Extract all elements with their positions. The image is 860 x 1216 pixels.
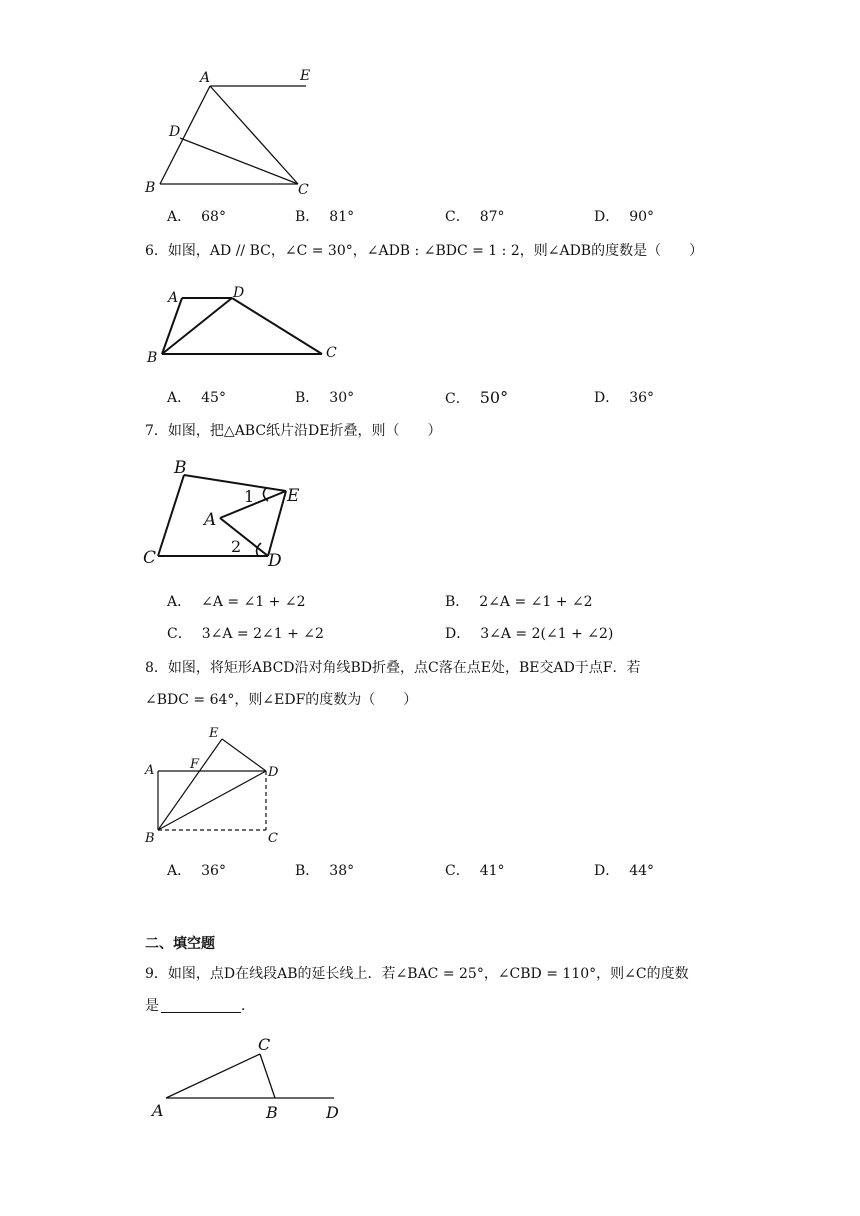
q7-text: 如图，把△ABC纸片沿DE折叠，则（ ） [167, 423, 442, 439]
q9-label-D: D [326, 1103, 339, 1122]
q6-figure [140, 282, 350, 367]
q7-label-B: B [174, 458, 187, 478]
q8-option-c-text: 41° [479, 863, 505, 879]
q6-label-B: B [147, 350, 158, 366]
q5-option-d [594, 207, 654, 227]
q6-label-A: A [168, 290, 179, 306]
q8-label-B: B [145, 831, 155, 846]
q6-label-D: D [233, 285, 245, 301]
q8-option-c [445, 861, 505, 881]
q8-text-1: 如图，将矩形ABCD沿对角线BD折叠，点C落在点E处，BE交AD于点F．若 [167, 660, 641, 676]
section-title-fill-in: 二、填空题 [145, 936, 215, 952]
q6-text: 如图，AD // BC，∠C = 30°，∠ADB : ∠BDC = 1 : 2，则∠ADB的度数是（ ） [167, 243, 704, 259]
q8-option-a [167, 861, 226, 881]
q8-option-d [594, 861, 654, 881]
q6-option-b-text: 30° [329, 390, 355, 406]
q5-option-c [445, 207, 505, 227]
q6-label-C: C [326, 345, 337, 361]
q5-option-b [295, 207, 354, 227]
q5-option-b-text: 81° [329, 209, 355, 225]
q6-option-d-label: D． [594, 390, 620, 406]
q9-answer-blank[interactable] [161, 998, 241, 1013]
q5-option-a [167, 207, 226, 227]
q8-stem-line2 [145, 690, 417, 710]
q8-option-c-label: C． [445, 863, 470, 879]
q5-label-B: B [145, 180, 156, 196]
q6-option-c [445, 388, 508, 409]
q6-option-d-text: 36° [629, 390, 655, 406]
q8-label-D: D [268, 765, 279, 780]
q6-option-c-text: 50° [479, 388, 509, 407]
q5-label-A: A [200, 70, 211, 86]
q8-text-2: ∠BDC = 64°，则∠EDF的度数为（ ） [145, 692, 418, 708]
q7-label-A: A [204, 510, 217, 530]
q6-option-a [167, 388, 226, 408]
q9-text-1: 如图，点D在线段AB的延长线上．若∠BAC = 25°，∠CBD = 110°，则∠C的度数 [167, 966, 689, 982]
q7-option-c [167, 624, 324, 644]
q8-option-a-text: 36° [201, 863, 226, 879]
q8-label-F: F [190, 757, 200, 772]
q7-option-a-label: A． [167, 594, 192, 610]
q9-stem-line2 [145, 996, 255, 1016]
q9-stem-line1 [145, 964, 689, 984]
q5-option-b-label: B． [295, 209, 320, 225]
q5-option-d-label: D． [594, 209, 620, 225]
q6-option-d [594, 388, 654, 408]
q5-figure [140, 62, 330, 202]
q9-text-end: ． [241, 998, 255, 1014]
q7-option-b-text: 2∠A = ∠1 + ∠2 [479, 594, 593, 610]
q8-option-d-label: D． [594, 863, 620, 879]
q8-option-b [295, 861, 354, 881]
q5-option-a-text: 68° [201, 209, 226, 225]
q8-option-a-label: A． [167, 863, 192, 879]
q6-stem [145, 241, 703, 261]
q8-option-b-label: B． [295, 863, 320, 879]
q8-stem-line1 [145, 658, 641, 678]
q7-option-b [445, 592, 593, 612]
q7-label-E: E [287, 486, 300, 506]
q8-option-d-text: 44° [629, 863, 655, 879]
q8-figure [140, 722, 300, 852]
q8-label-E: E [209, 726, 219, 741]
q6-option-a-text: 45° [201, 390, 226, 406]
q9-label-B: B [266, 1103, 278, 1122]
q8-label-A: A [145, 763, 155, 778]
q5-label-D: D [169, 124, 181, 140]
q7-option-d-label: D． [445, 626, 471, 642]
q6-option-a-label: A． [167, 390, 192, 406]
q9-text-2: 是 [145, 998, 159, 1014]
q9-label-C: C [258, 1035, 271, 1054]
q7-option-a-text: ∠A = ∠1 + ∠2 [201, 594, 306, 610]
q9-number: 9． [145, 966, 168, 982]
q5-label-E: E [300, 68, 311, 84]
q7-option-c-text: 3∠A = 2∠1 + ∠2 [201, 626, 324, 642]
q6-option-b [295, 388, 354, 408]
q7-option-d-text: 3∠A = 2(∠1 + ∠2) [480, 626, 614, 642]
q6-option-b-label: B． [295, 390, 320, 406]
q7-label-C: C [143, 548, 157, 568]
q7-label-1: 1 [244, 487, 255, 506]
q8-option-b-text: 38° [329, 863, 355, 879]
q7-option-c-label: C． [167, 626, 192, 642]
q7-stem [145, 421, 442, 441]
q6-number: 6． [145, 243, 168, 259]
q8-number: 8． [145, 660, 168, 676]
q9-figure [140, 1030, 360, 1125]
q7-number: 7． [145, 423, 168, 439]
q7-option-d [445, 624, 613, 644]
q5-option-c-label: C． [445, 209, 470, 225]
q5-option-d-text: 90° [629, 209, 655, 225]
q7-label-D: D [268, 551, 282, 571]
q8-label-C: C [268, 831, 278, 846]
q7-label-2: 2 [231, 537, 242, 556]
q5-option-a-label: A． [167, 209, 192, 225]
q7-option-a [167, 592, 306, 612]
q6-option-c-label: C． [445, 391, 470, 407]
q7-option-b-label: B． [445, 594, 470, 610]
q5-option-c-text: 87° [479, 209, 505, 225]
q9-label-A: A [152, 1101, 164, 1120]
q5-label-C: C [298, 182, 309, 198]
q7-figure [140, 455, 340, 575]
